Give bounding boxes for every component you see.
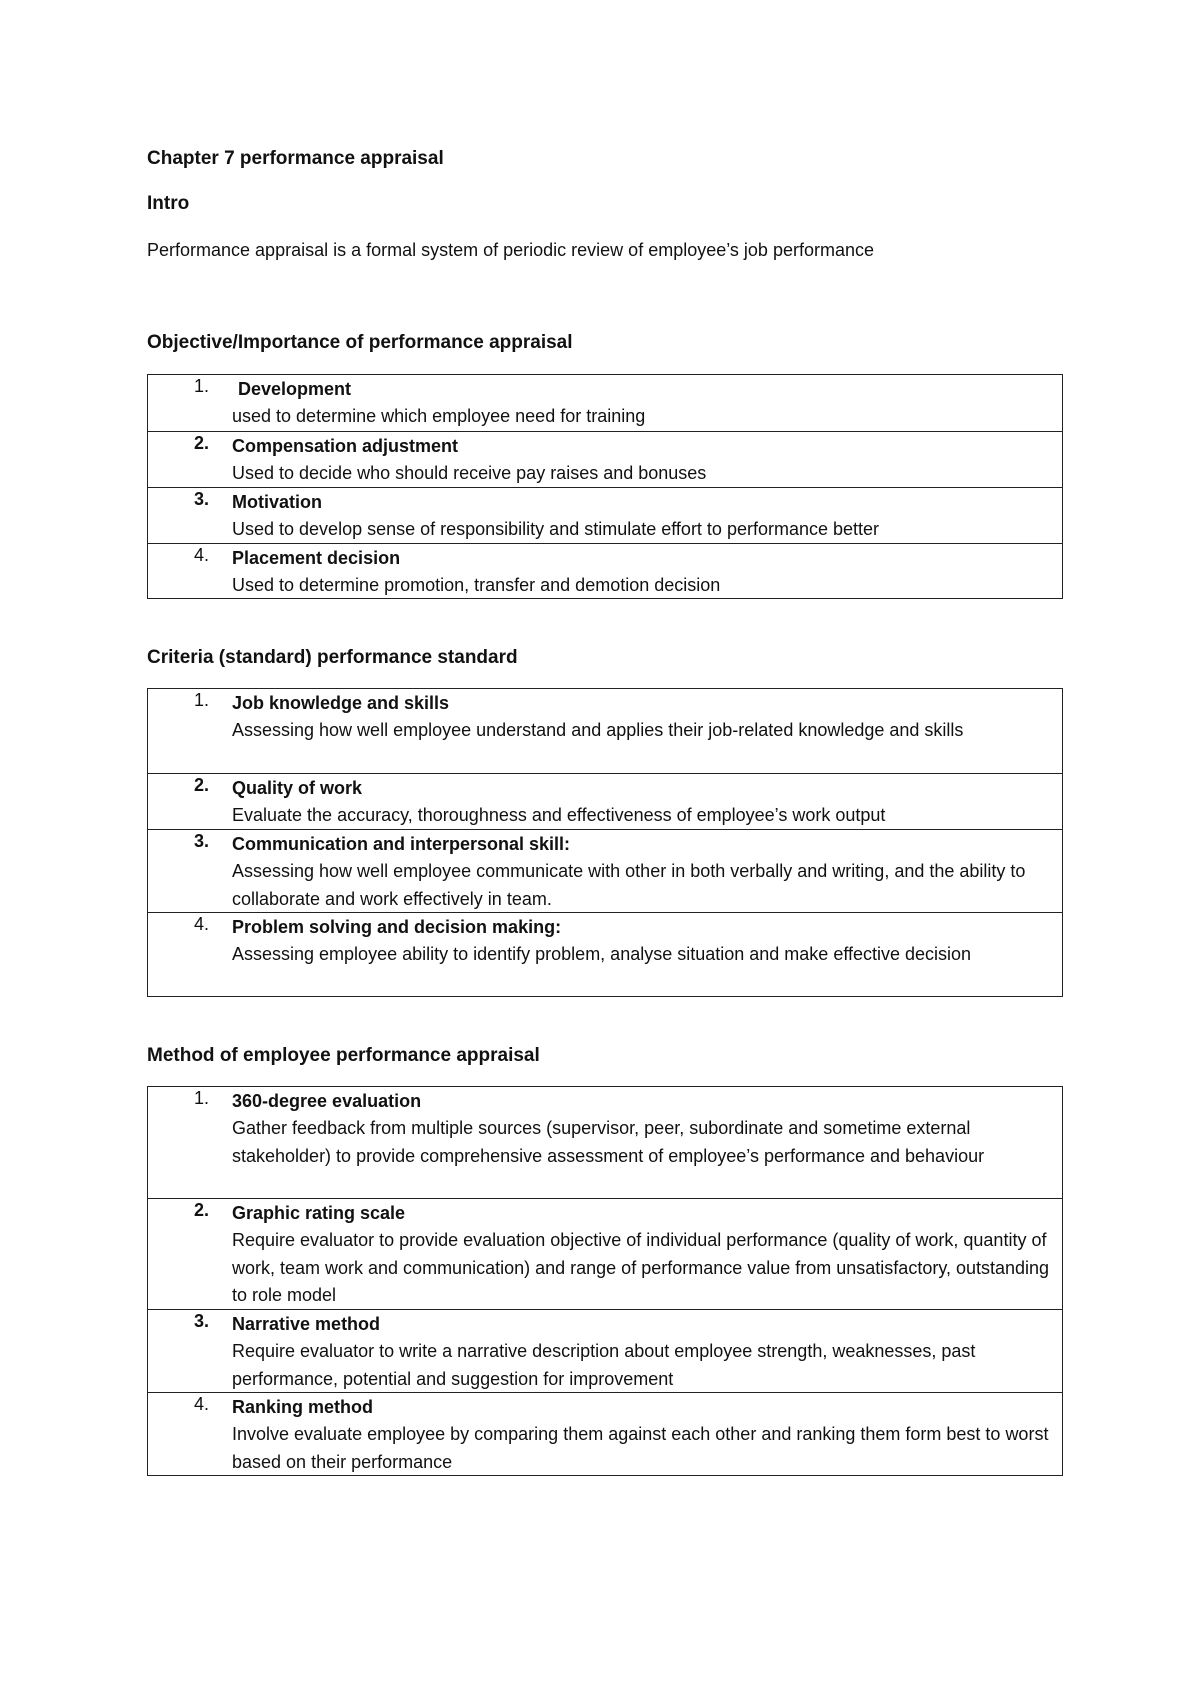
item-number: 4. xyxy=(194,914,210,934)
table-row xyxy=(148,773,1062,829)
table-row xyxy=(148,375,1062,431)
table-row xyxy=(148,487,1062,543)
item-title: Compensation adjustment xyxy=(232,436,459,456)
objectives-heading: Objective/Importance of performance appraisal xyxy=(147,332,573,353)
item-description: Evaluate the accuracy, thoroughness and effectiveness of employee’s work output xyxy=(232,805,886,825)
item-title: 360-degree evaluation xyxy=(232,1091,422,1111)
objectives-table xyxy=(147,374,1063,599)
table-row xyxy=(148,829,1062,912)
item-title: Graphic rating scale xyxy=(232,1203,406,1223)
item-description: used to determine which employee need for training xyxy=(232,406,646,426)
item-title: Motivation xyxy=(232,492,322,512)
item-title: Problem solving and decision making: xyxy=(232,917,562,937)
item-description: Assessing how well employee understand and applies their job-related knowledge and skills xyxy=(232,720,964,740)
item-number: 3. xyxy=(194,1311,210,1331)
item-title: Communication and interpersonal skill: xyxy=(232,834,571,854)
item-title: Quality of work xyxy=(232,778,363,798)
item-number: 1. xyxy=(194,690,210,710)
intro-heading: Intro xyxy=(147,193,190,214)
intro-text: Performance appraisal is a formal system of periodic review of employee’s job performance xyxy=(147,240,874,260)
item-number: 1. xyxy=(194,1088,210,1108)
criteria-table xyxy=(147,688,1063,997)
item-description: Assessing employee ability to identify problem, analyse situation and make effective decision xyxy=(232,944,972,964)
item-number: 2. xyxy=(194,775,210,795)
chapter-title: Chapter 7 performance appraisal xyxy=(147,148,444,169)
table-row xyxy=(148,689,1062,773)
item-number: 2. xyxy=(194,433,210,453)
item-description: Require evaluator to provide evaluation objective of individual performance (quality of work, quantity of work, team work and communication) and range of performance value from unsatisfactory, outstanding to role model xyxy=(232,1230,1050,1305)
item-number: 2. xyxy=(194,1200,210,1220)
item-number: 4. xyxy=(194,545,210,565)
item-description: Require evaluator to write a narrative description about employee strength, weaknesses, past performance, potential and suggestion for improvement xyxy=(232,1341,976,1389)
table-row xyxy=(148,1198,1062,1309)
table-row xyxy=(148,431,1062,487)
item-description: Used to determine promotion, transfer and demotion decision xyxy=(232,575,721,595)
item-number: 1. xyxy=(194,376,210,396)
table-row xyxy=(148,1087,1062,1198)
item-title: Ranking method xyxy=(232,1397,374,1417)
item-title: Placement decision xyxy=(232,548,401,568)
item-number: 3. xyxy=(194,831,210,851)
methods-table xyxy=(147,1086,1063,1476)
item-number: 3. xyxy=(194,489,210,509)
methods-heading: Method of employee performance appraisal xyxy=(147,1045,540,1066)
item-number: 4. xyxy=(194,1394,210,1414)
table-row xyxy=(148,1309,1062,1392)
item-description: Involve evaluate employee by comparing them against each other and ranking them form best to worst based on their performance xyxy=(232,1424,1049,1472)
table-row xyxy=(148,1392,1062,1475)
item-description: Used to decide who should receive pay raises and bonuses xyxy=(232,463,707,483)
item-title: Narrative method xyxy=(232,1314,381,1334)
item-description: Used to develop sense of responsibility and stimulate effort to performance better xyxy=(232,519,880,539)
table-row xyxy=(148,912,1062,996)
item-description: Gather feedback from multiple sources (supervisor, peer, subordinate and sometime external stakeholder) to provide comprehensive assessment of employee’s performance and behaviour xyxy=(232,1118,985,1166)
item-title: Job knowledge and skills xyxy=(232,693,450,713)
item-description: Assessing how well employee communicate with other in both verbally and writing, and the ability to collaborate and work effectively in team. xyxy=(232,861,1026,909)
criteria-heading: Criteria (standard) performance standard xyxy=(147,647,518,668)
item-title: Development xyxy=(238,379,352,399)
table-row xyxy=(148,543,1062,598)
